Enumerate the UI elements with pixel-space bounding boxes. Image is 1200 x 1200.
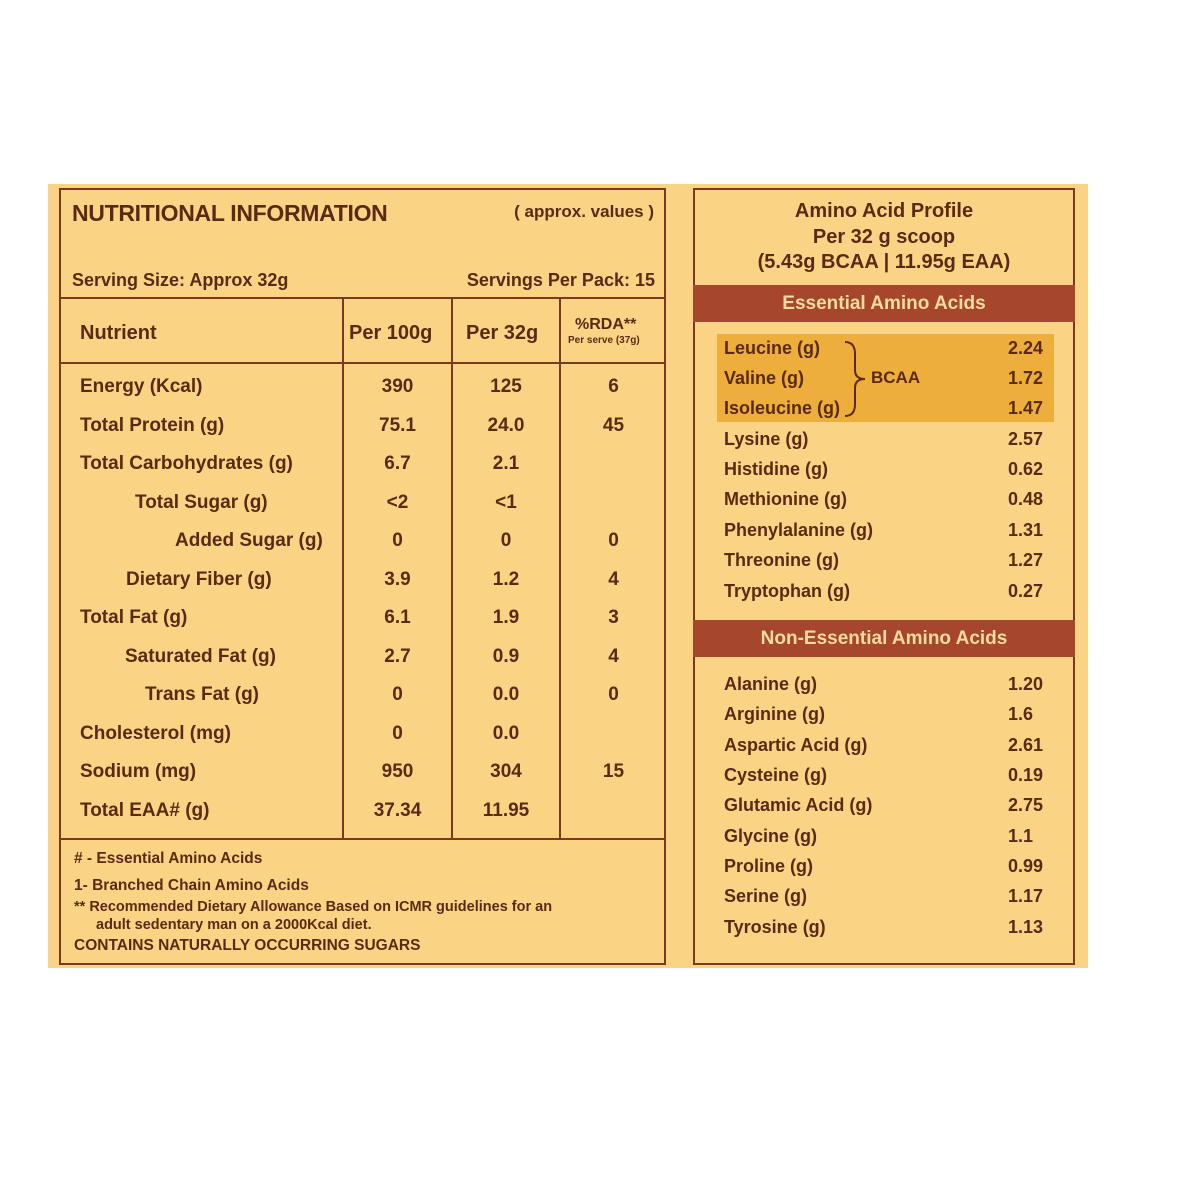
cell-per32: 0 — [500, 530, 512, 551]
approx-values-note: ( approx. values ) — [514, 202, 654, 221]
amino-name: Lysine (g) — [724, 429, 809, 449]
cell-per100: 3.9 — [384, 569, 411, 590]
row-label: Saturated Fat (g) — [125, 646, 276, 667]
amino-value: 0.27 — [1008, 581, 1044, 601]
footnote-bcaa: 1- Branched Chain Amino Acids — [74, 877, 309, 894]
amino-value: 1.27 — [1008, 550, 1044, 570]
row-label: Trans Fat (g) — [145, 684, 260, 705]
cell-per100: 390 — [381, 376, 414, 397]
cell-per100: 0 — [392, 723, 403, 744]
header-per-100g: Per 100g — [349, 322, 433, 344]
amino-panel — [693, 188, 1075, 965]
row-label: Total Protein (g) — [80, 415, 225, 436]
amino-value: 0.99 — [1008, 856, 1044, 876]
cell-per32: 0.9 — [492, 646, 520, 667]
cell-per100: 0 — [392, 530, 403, 551]
nutrition-title: NUTRITIONAL INFORMATION — [72, 200, 388, 226]
serving-size: Serving Size: Approx 32g — [72, 270, 289, 290]
row-label: Total EAA# (g) — [80, 800, 210, 821]
cell-per32: 24.0 — [487, 415, 525, 436]
amino-value: 1.20 — [1008, 674, 1044, 694]
amino-name: Cysteine (g) — [724, 765, 828, 785]
header-rda-sub: Per serve (37g) — [568, 335, 640, 346]
cell-per32: 0.0 — [492, 684, 520, 705]
row-label: Total Carbohydrates (g) — [80, 453, 293, 474]
cell-per32: 11.95 — [482, 800, 530, 821]
amino-bcaa-eaa-summary: (5.43g BCAA | 11.95g EAA) — [757, 251, 1011, 273]
row-label: Added Sugar (g) — [175, 530, 323, 551]
row-label: Dietary Fiber (g) — [126, 569, 272, 590]
cell-per32: 1.9 — [492, 607, 520, 628]
nonessential-amino-header: Non-Essential Amino Acids — [693, 620, 1075, 657]
amino-name: Glycine (g) — [724, 826, 818, 846]
row-label: Total Fat (g) — [80, 607, 188, 628]
cell-rda: 0 — [608, 530, 619, 551]
cell-rda: 3 — [608, 607, 619, 628]
amino-name: Leucine (g) — [724, 338, 821, 358]
bcaa-brace-icon — [843, 340, 869, 418]
cell-per32: <1 — [495, 492, 517, 513]
amino-value: 0.48 — [1008, 489, 1044, 509]
divider-top — [61, 297, 664, 299]
amino-value: 1.6 — [1008, 704, 1034, 724]
amino-subtitle: Per 32 g scoop — [812, 226, 956, 248]
cell-per32: 304 — [490, 761, 522, 782]
amino-value: 1.47 — [1008, 398, 1044, 418]
amino-name: Serine (g) — [724, 886, 808, 906]
servings-per-pack: Servings Per Pack: 15 — [466, 270, 655, 290]
cell-per100: <2 — [386, 492, 409, 513]
footnote-eaa: # - Essential Amino Acids — [74, 850, 263, 867]
cell-per100: 6.7 — [384, 453, 411, 474]
amino-name: Tyrosine (g) — [724, 917, 826, 937]
amino-value: 2.75 — [1008, 795, 1044, 815]
amino-title: Amino Acid Profile — [794, 200, 974, 222]
amino-value: 0.19 — [1008, 765, 1044, 785]
row-label: Energy (Kcal) — [80, 376, 203, 397]
cell-rda: 45 — [602, 415, 625, 436]
amino-value: 2.61 — [1008, 735, 1044, 755]
footnote-rda-cont: adult sedentary man on a 2000Kcal diet. — [96, 917, 372, 933]
cell-per100: 0 — [392, 684, 403, 705]
cell-per32: 2.1 — [492, 453, 520, 474]
row-label: Cholesterol (mg) — [80, 723, 231, 744]
amino-value: 1.17 — [1008, 886, 1044, 906]
amino-name: Methionine (g) — [724, 489, 847, 509]
essential-amino-header: Essential Amino Acids — [693, 285, 1075, 322]
cell-rda: 15 — [602, 761, 625, 782]
cell-per100: 6.1 — [384, 607, 411, 628]
row-label: Sodium (mg) — [80, 761, 197, 782]
header-per-32g: Per 32g — [466, 322, 539, 344]
amino-value: 0.62 — [1008, 459, 1044, 479]
amino-name: Glutamic Acid (g) — [724, 795, 873, 815]
cell-rda: 0 — [608, 684, 619, 705]
footnote-rda: ** Recommended Dietary Allowance Based on ICMR guidelines for an — [74, 899, 553, 915]
amino-value: 1.31 — [1008, 520, 1044, 540]
amino-name: Proline (g) — [724, 856, 813, 876]
cell-per100: 75.1 — [379, 415, 416, 436]
amino-value: 1.13 — [1008, 917, 1044, 937]
cell-per100: 2.7 — [384, 646, 411, 667]
footnote-sugars: CONTAINS NATURALLY OCCURRING SUGARS — [74, 937, 421, 954]
amino-name: Isoleucine (g) — [724, 398, 841, 418]
amino-value: 1.1 — [1008, 826, 1034, 846]
amino-name: Valine (g) — [724, 368, 805, 388]
amino-name: Histidine (g) — [724, 459, 828, 479]
divider-header — [61, 362, 664, 364]
divider-footer — [61, 838, 664, 840]
header-rda: %RDA** — [575, 316, 637, 333]
amino-name: Alanine (g) — [724, 674, 817, 694]
cell-per32: 0.0 — [492, 723, 520, 744]
cell-per100: 37.34 — [373, 800, 422, 821]
amino-name: Threonine (g) — [724, 550, 839, 570]
amino-value: 2.57 — [1008, 429, 1044, 449]
nutrition-panel — [59, 188, 666, 965]
amino-value: 2.24 — [1008, 338, 1044, 358]
amino-name: Tryptophan (g) — [724, 581, 850, 601]
amino-value: 1.72 — [1008, 368, 1044, 388]
bcaa-label: BCAA — [871, 368, 921, 387]
amino-name: Aspartic Acid (g) — [724, 735, 868, 755]
cell-rda: 6 — [608, 376, 619, 397]
cell-per32: 125 — [490, 376, 522, 397]
amino-name: Arginine (g) — [724, 704, 825, 724]
row-label: Total Sugar (g) — [135, 492, 268, 513]
cell-rda: 4 — [608, 569, 619, 590]
header-nutrient: Nutrient — [80, 322, 157, 344]
cell-per100: 950 — [381, 761, 414, 782]
cell-rda: 4 — [608, 646, 619, 667]
cell-per32: 1.2 — [492, 569, 520, 590]
amino-name: Phenylalanine (g) — [724, 520, 874, 540]
